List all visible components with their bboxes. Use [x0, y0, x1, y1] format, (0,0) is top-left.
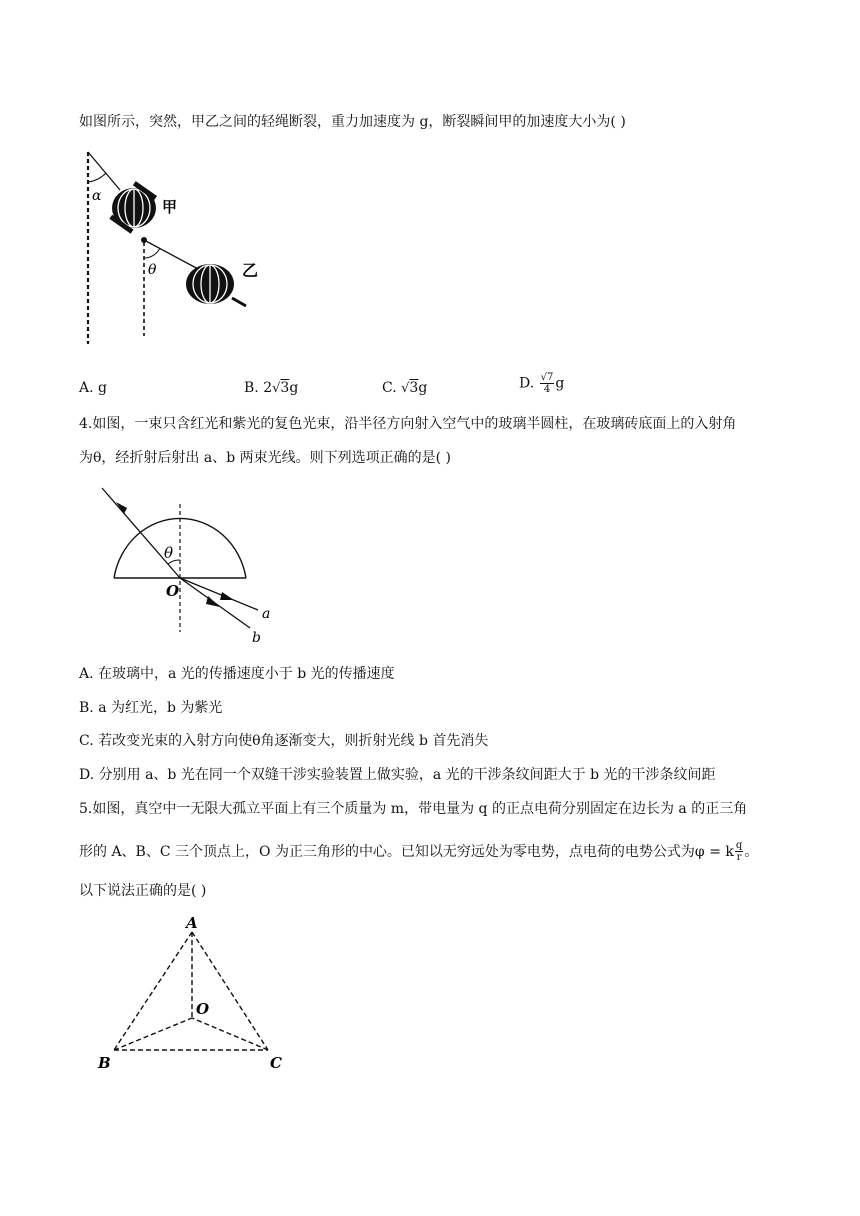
- q4-b-label: b: [252, 630, 261, 646]
- q5-figure-triangle: [90, 914, 310, 1080]
- lantern-jia: [109, 181, 157, 234]
- q3-option-a[interactable]: A. g: [79, 380, 107, 396]
- q3-jia-label: 甲: [162, 198, 178, 216]
- q4-a-label: a: [262, 606, 271, 622]
- q4-o-label: O: [166, 582, 180, 600]
- q4-option-b[interactable]: B. a 为红光，b 为紫光: [79, 700, 223, 716]
- q4-option-a[interactable]: A. 在玻璃中，a 光的传播速度小于 b 光的传播速度: [79, 666, 395, 682]
- q5-stem-line3: 以下说法正确的是( ): [79, 883, 207, 899]
- q4-stem-line2: 为θ，经折射后射出 a、b 两束光线。则下列选项正确的是( ): [79, 450, 452, 466]
- q3-figure-lanterns: [82, 148, 282, 348]
- q5-stem-line2: 形的 A、B、C 三个顶点上，O 为正三角形的中心。已知以无穷远处为零电势，点电荷的电势公式为φ = k $\frac{q}{r}$ 。: [79, 840, 759, 863]
- q4-theta-label: θ: [164, 544, 174, 562]
- q3-stem: 如图所示，突然，甲乙之间的轻绳断裂，重力加速度为 g，断裂瞬间甲的加速度大小为( ): [79, 114, 626, 130]
- q4-option-c[interactable]: C. 若改变光束的入射方向使θ角逐渐变大，则折射光线 b 首先消失: [79, 733, 489, 749]
- q5-label-c: C: [270, 1054, 282, 1072]
- q3-option-c[interactable]: C. √3g: [382, 380, 428, 396]
- q3-yi-label: 乙: [242, 261, 259, 280]
- q4-figure-semicircle: [94, 478, 294, 648]
- q5-stem-line1: 5.如图，真空中一无限大孤立平面上有三个质量为 m，带电量为 q 的正点电荷分别固定在边长为 a 的正三角: [79, 801, 748, 817]
- q3-alpha-label: α: [92, 188, 102, 204]
- lantern-yi: [186, 264, 246, 306]
- q4-option-d[interactable]: D. 分别用 a、b 光在同一个双缝干涉实验装置上做实验，a 光的干涉条纹间距大于 b 光的干涉条纹间距: [79, 767, 716, 783]
- q5-label-a: A: [186, 914, 198, 932]
- q5-label-b: B: [98, 1054, 111, 1072]
- q5-label-o: O: [196, 1000, 210, 1018]
- q3-theta-label: θ: [148, 262, 157, 278]
- q3-option-b[interactable]: B. 2√3g: [244, 380, 299, 396]
- q4-stem-line1: 4.如图，一束只含红光和紫光的复色光束，沿半径方向射入空气中的玻璃半圆柱，在玻璃砖底面上的入射角: [79, 416, 737, 432]
- q3-option-d[interactable]: D. $\frac{√7}{4}$ g: [519, 372, 565, 395]
